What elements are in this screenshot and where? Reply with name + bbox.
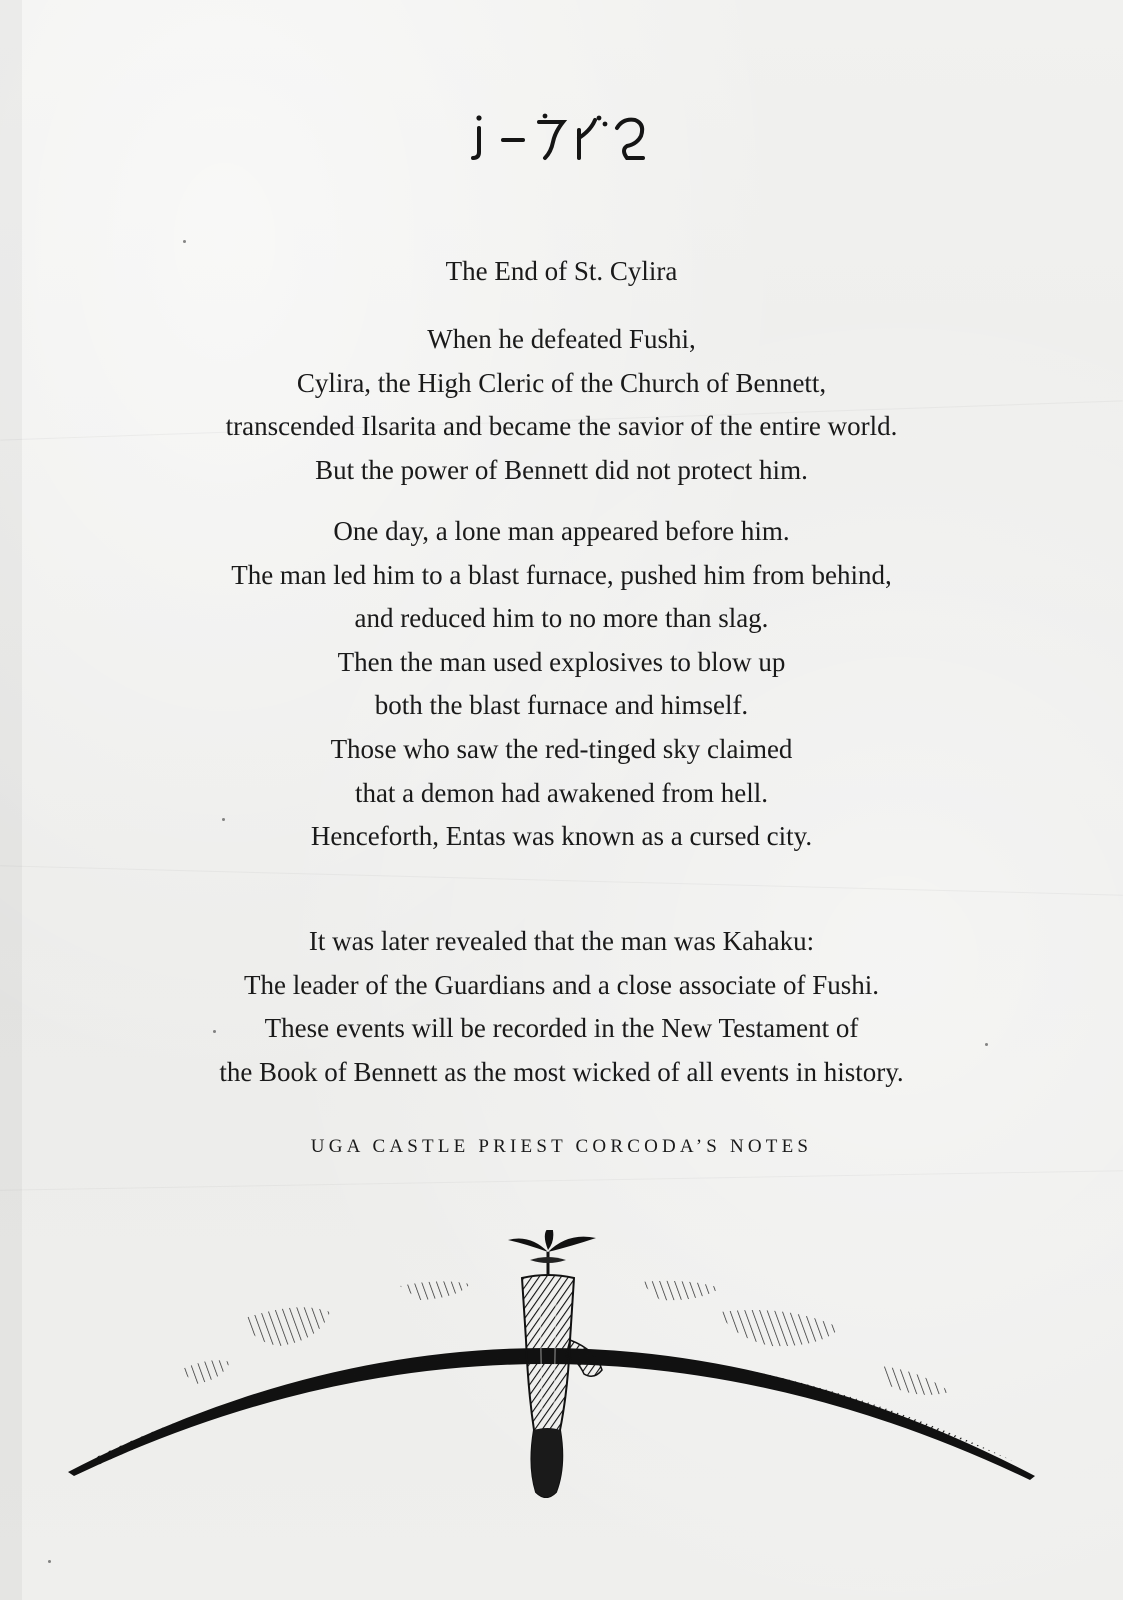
world-arc-illustration [0,1230,1123,1530]
stanza-line: and reduced him to no more than slag. [354,603,769,634]
stanza-line: One day, a lone man appeared before him. [333,516,790,546]
page-title: The End of St. Cylira [445,256,678,286]
stanza-line: the Book of Bennett as the most wicked of all events in history. [219,1056,904,1087]
stanza-line: Those who saw the red-tinged sky claimed [330,733,793,764]
signature-line: UGA CASTLE PRIEST CORCODA’S NOTES [310,1136,813,1157]
stanza-1 [0,318,1123,492]
stanza-line: Henceforth, Entas was known as a cursed city. [310,821,813,852]
stanza-line: transcended Ilsarita and became the savior of the entire world. [225,411,898,442]
stanza-line: both the blast furnace and himself. [374,690,749,721]
paper-speck [48,1560,51,1563]
stanza-line: It was later revealed that the man was Kahaku: [308,926,815,956]
stanza-line: These events will be recorded in the New Testament of [264,1013,859,1044]
stanza-line: The man led him to a blast furnace, pushed him from behind, [231,559,892,590]
script-glyphs-icon [467,108,657,164]
paper-crease [0,865,1123,895]
constructed-script-heading [0,108,1123,168]
stanza-line: When he defeated Fushi, [427,324,696,354]
paper-speck [183,240,186,243]
stanza-line: Cylira, the High Cleric of the Church of Bennett, [296,367,827,398]
inverted-figure-icon [0,1230,1123,1530]
stanza-line: Then the man used explosives to blow up [337,646,786,677]
stanza-2 [0,510,1123,859]
stanza-line: The leader of the Guardians and a close associate of Fushi. [243,969,880,1000]
paper-crease [0,1170,1123,1191]
stanza-3 [0,920,1123,1094]
stanza-line: But the power of Bennett did not protect him. [315,454,808,485]
stanza-line: that a demon had awakened from hell. [354,777,769,808]
